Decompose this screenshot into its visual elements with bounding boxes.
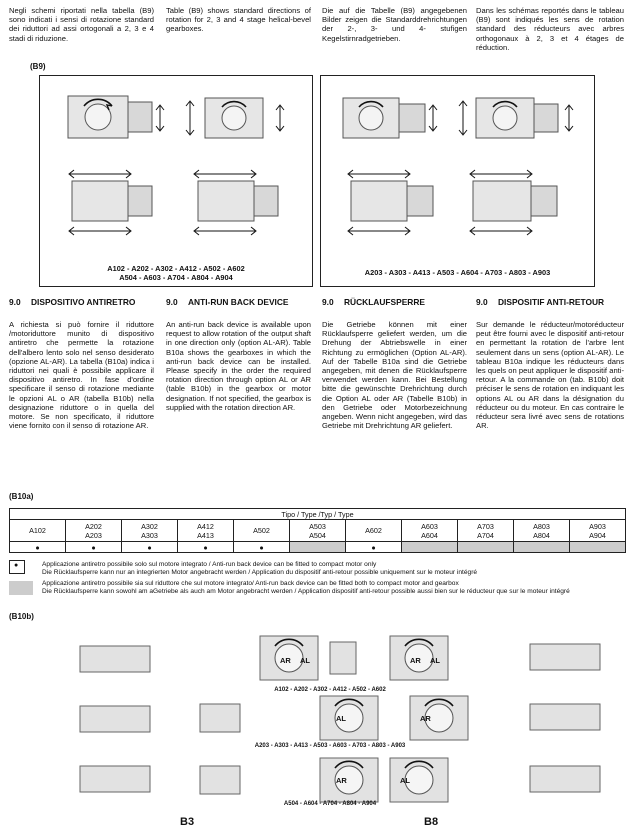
availability-cell: [234, 542, 290, 553]
b3-row3-ar-label: AR: [336, 776, 347, 785]
section-it-heading: 9.0 DISPOSITIVO ANTIRETRO: [9, 297, 136, 307]
availability-cell: [122, 542, 178, 553]
section-de-heading: 9.0 RÜCKLAUFSPERRE: [322, 297, 425, 307]
availability-cell: [570, 542, 626, 553]
type-code: A303: [141, 530, 158, 540]
section-fr-heading: 9.0 DISPOSITIF ANTI-RETOUR: [476, 297, 605, 307]
type-code: A604: [421, 530, 438, 540]
type-code: A803: [533, 521, 550, 531]
type-cell: [122, 520, 178, 542]
figure-b9-label: (B9): [30, 62, 46, 71]
type-code: A302: [141, 521, 158, 531]
table-b10a-header: Tipo / Type /Typ / Type: [10, 509, 626, 520]
section-de-body: Die Getriebe können mit einer Rücklaufsperre geliefert werden, um die Drehung der Abtriebswelle in einer Richtung zu ermöglichen (Option AL-AR). Auf der Tabelle B10a sind die Getriebe angegeben, mit denen die Rücklaufsperre verwendet werden kann. Bei Bestellung bitte die gewünschte Drehrichtung durch die Option AL oder AR (Tabelle B10b) in den Getriebe oder Motorbezeichnung angeben. Wenn nicht angegeben, wird das Getriebe mit Drehrichtung AR geliefert.: [322, 320, 467, 431]
availability-cell: [178, 542, 234, 553]
type-code: A602: [365, 526, 382, 535]
type-code: A202: [85, 521, 102, 531]
table-b10a-label: (B10a): [9, 492, 34, 501]
type-cell: [290, 520, 346, 542]
availability-dot: ●: [91, 542, 96, 552]
figure-b10b-label: (B10b): [9, 612, 34, 621]
b3-row2-al-label: AL: [336, 714, 346, 723]
availability-cell: [10, 542, 66, 553]
availability-cell: [514, 542, 570, 553]
b8-row3-al-label: AL: [400, 776, 410, 785]
figure-b9-left-caption-2: A504 - A603 - A704 - A804 - A904: [119, 273, 233, 282]
availability-cell: [66, 542, 122, 553]
section-en-heading: 9.0 ANTI-RUN BACK DEVICE: [166, 297, 289, 307]
type-code: A704: [477, 530, 494, 540]
b8-row1-al-label: AL: [430, 656, 440, 665]
type-code: A502: [253, 526, 270, 535]
intro-it: Negli schemi riportati nella tabella (B9) sono indicati i sensi di rotazione standard dei riduttori ad assi ortogonali a 2, 3 e 4 stadi di riduzione.: [9, 6, 154, 43]
legend-grey-swatch: [9, 581, 33, 595]
b8-row2-ar-label: AR: [420, 714, 431, 723]
b3-row1-ar-label: AR: [280, 656, 291, 665]
legend-dot-swatch: ●: [9, 560, 25, 574]
gearbox-rotation-drawing-right: [321, 76, 594, 251]
table-b10a: [9, 508, 626, 553]
type-code: A413: [197, 530, 214, 540]
availability-cell: [290, 542, 346, 553]
section-en-body: An anti-run back device is available upon request to allow rotation of the output shaft in one direction only (option AL-AR). Table B10a shows the gearboxes in which the anti-run back device can be installed. Please specify in the order the required rotation direction through option AL or AR (table B10b) in the gearbox or motor designation. If not specified, the gearbox is supplied with the rotation direction AR.: [166, 320, 311, 412]
type-code: A903: [589, 521, 606, 531]
type-cell: [458, 520, 514, 542]
availability-dot: ●: [259, 542, 264, 552]
type-code: A203: [85, 530, 102, 540]
availability-dot: ●: [371, 542, 376, 552]
b3-row1-al-label: AL: [300, 656, 310, 665]
type-cell: [234, 520, 290, 542]
type-cell: [178, 520, 234, 542]
type-cell: [66, 520, 122, 542]
type-code: A504: [309, 530, 326, 540]
type-code: A102: [29, 526, 46, 535]
type-cell: [570, 520, 626, 542]
type-cell: [402, 520, 458, 542]
intro-fr: Dans les schémas reportés dans le tableau (B9) sont indiqués les sens de rotation standard des réducteurs avec arbres orthogonaux à 2, 3 et 4 étages de réduction.: [476, 6, 624, 52]
figure-b10b-caption-2: A203 - A303 - A413 - A503 - A603 - A703 - A803 - A903: [254, 743, 406, 749]
type-code: A904: [589, 530, 606, 540]
availability-cell: [402, 542, 458, 553]
figure-b9-left-caption-1: A102 - A202 - A302 - A412 - A502 - A602: [107, 264, 245, 273]
b3-label: B3: [180, 816, 195, 828]
b8-label: B8: [424, 816, 439, 828]
legend-grey-text: Applicazione antiretro possibile sia sul riduttore che sul motore integrato/ Anti-run back device can be fitted both to compact motor and gearbox Die Rücklaufsperre kann sowohl am aGetriebe als auch am Motor angebracht werden / Application dispositif anti-retour possible aussi bien sur le réducteur que sur le moteur intégré: [42, 580, 570, 595]
section-it-body: A richiesta si può fornire il riduttore /motoriduttore munito di dispositivo antiretro che permette la rotazione dell'albero lento solo nel senso desiderato (opzione AL-AR). La tabella (B10a) indica i riduttori nei quali è possibile applicare il dispositivo antiretro. In fase d'ordine specificare il senso di rotazione mediante le opzioni AL o AR (tabella B10b) nella designazione riduttore o in quella del motore. Se non specificato, il riduttore viene fornito con il senso di rotazione AR.: [9, 320, 154, 431]
figure-b10b-caption-3: A504 - A604 - A704 - A804 - A904: [283, 801, 377, 807]
figure-b9-right-panel: [320, 75, 595, 287]
type-code: A804: [533, 530, 550, 540]
availability-dot: ●: [147, 542, 152, 552]
availability-cell: [346, 542, 402, 553]
type-cell: [346, 520, 402, 542]
figure-b9-right-caption: A203 - A303 - A413 - A503 - A604 - A703 - A803 - A903: [364, 268, 551, 277]
figure-b9-left-panel: [39, 75, 313, 287]
section-fr-body: Sur demande le réducteur/motoréducteur peut être fourni avec le dispositif anti-retour en permettant la rotation de l'arbre lent seulement dans un sens (option AL-AR). Le tableau B10a indique les réducteurs dans les quels on peut appliquer le dispositif anti-retour. A la commande on (tab. B10b) doit préciser le sens de rotation en indiquant les options AL ou AR dans la désignation du réducteur ou du moteur. En cas contraire le réducteur sera livré avec sens de rotations AR.: [476, 320, 624, 431]
availability-cell: [458, 542, 514, 553]
availability-dot: ●: [35, 542, 40, 552]
b8-row1-ar-label: AR: [410, 656, 421, 665]
type-code: A703: [477, 521, 494, 531]
type-code: A412: [197, 521, 214, 531]
type-cell: [514, 520, 570, 542]
gearbox-rotation-drawing-left: [40, 76, 312, 251]
availability-dot: ●: [203, 542, 208, 552]
legend-dot-text: Applicazione antiretro possibile solo sul motore integrato / Anti-run back device can be fitted to compact motor only Die Rücklaufsperre kann nur an integrierten Motor angebracht werden / Application du dispositif anti-retour possible uniquement sur le moteur intégré: [42, 561, 478, 576]
intro-en: Table (B9) shows standard directions of rotation for 2, 3 and 4 stage helical-bevel gearboxes.: [166, 6, 311, 34]
type-cell: [10, 520, 66, 542]
type-code: A603: [421, 521, 438, 531]
figure-b10b-caption-1: A102 - A202 - A302 - A412 - A502 - A602: [274, 687, 386, 693]
type-code: A503: [309, 521, 326, 531]
intro-de: Die auf die Tabelle (B9) angegebenen Bilder zeigen die Standarddrehrichtungen der 2-, 3- und 4- stufigen Kegelstirnradgetrieben.: [322, 6, 467, 43]
